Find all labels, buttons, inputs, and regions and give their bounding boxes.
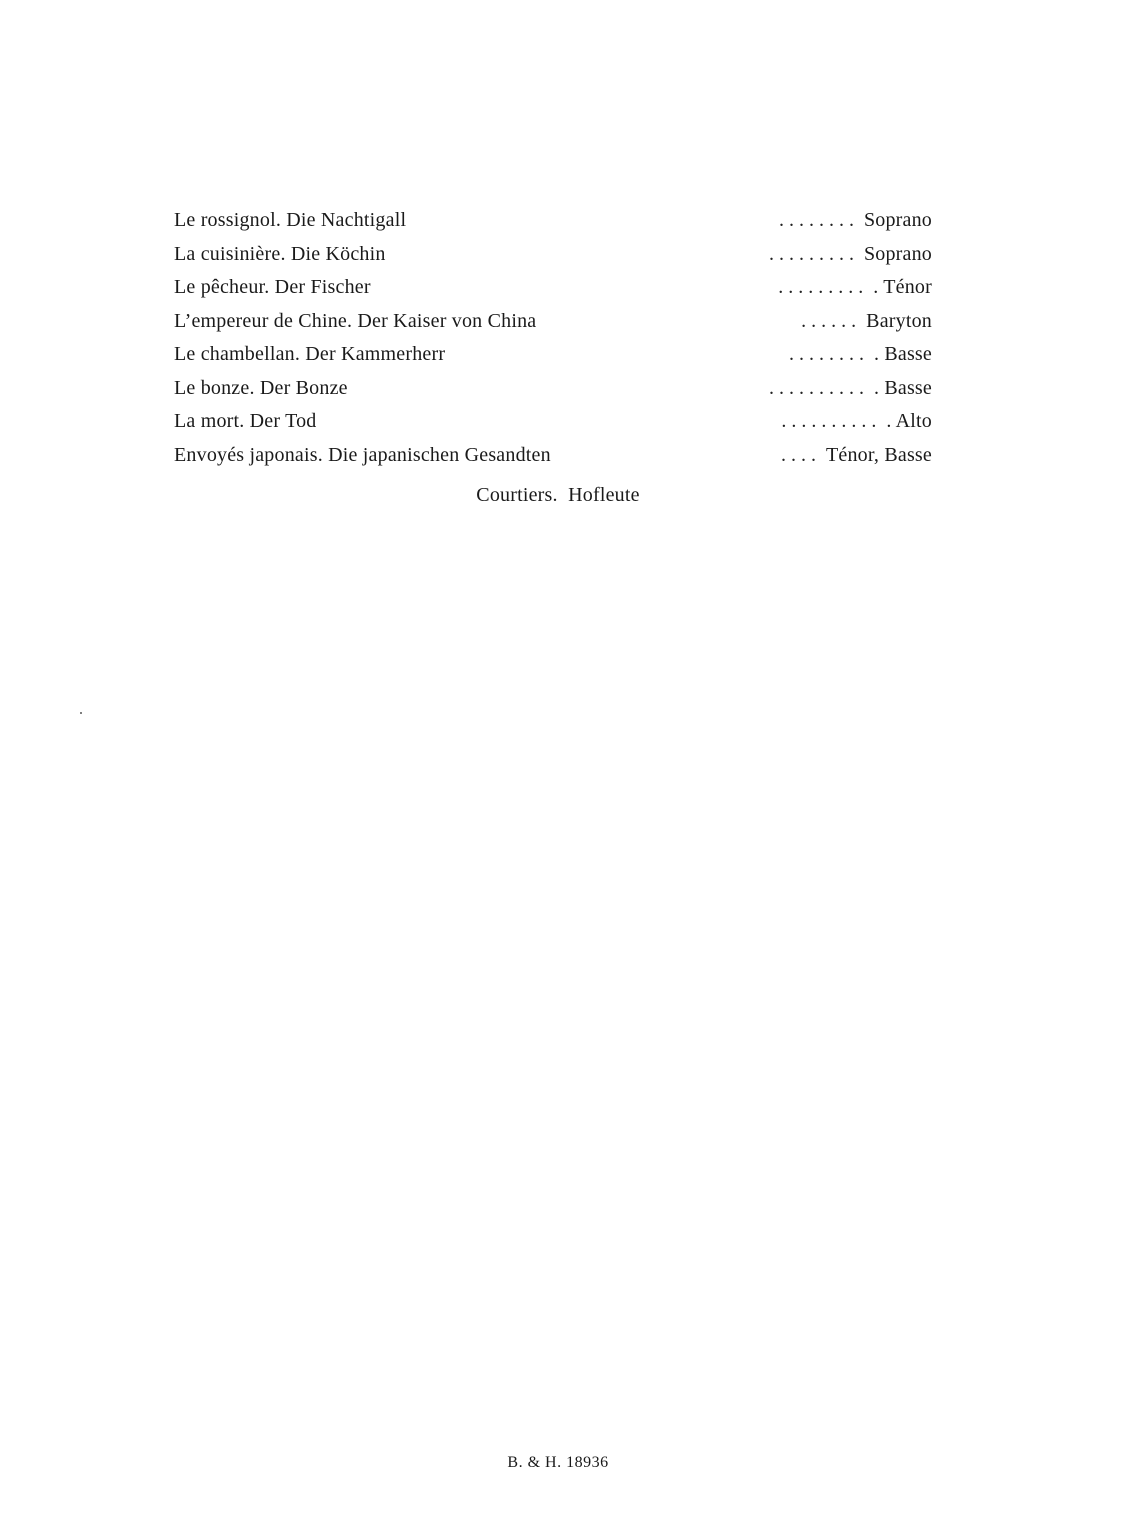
voice-type: . Ténor	[873, 276, 932, 299]
voice-type: Baryton	[866, 309, 932, 332]
role-name: Le rossignol. Die Nachtigall	[174, 209, 407, 232]
role-name: La mort. Der Tod	[174, 410, 317, 433]
cast-row-nightingale	[174, 204, 932, 238]
cast-row-chamberlain	[174, 338, 932, 372]
voice-type: Soprano	[863, 242, 932, 265]
role-name: Le pêcheur. Der Fischer	[174, 276, 371, 299]
plate-number-text: B. & H. 18936	[507, 1454, 609, 1471]
dot-leader: . . . . . . . .	[778, 209, 854, 232]
role-name: La cuisinière. Die Köchin	[174, 242, 386, 265]
role-name: Le bonze. Der Bonze	[174, 376, 348, 399]
dot-leader: . . . . . .	[801, 309, 857, 332]
role-name: L’empereur de Chine. Der Kaiser von China	[174, 309, 537, 332]
cast-row-cook	[174, 238, 932, 272]
dot-leader: . . . . . . . . .	[768, 242, 854, 265]
cast-row-death	[174, 405, 932, 439]
chorus-text: Courtiers. Hofleute	[476, 484, 640, 506]
voice-type: . Basse	[873, 343, 932, 366]
plate-number	[0, 1454, 1122, 1472]
voice-type: . Alto	[886, 410, 932, 433]
role-name: Le chambellan. Der Kammerherr	[174, 343, 446, 366]
cast-row-emperor	[174, 305, 932, 339]
cast-row-fisherman	[174, 271, 932, 305]
dot-leader: . . . . . . . . .	[778, 276, 864, 299]
cast-row-envoys	[174, 439, 932, 473]
voice-type: . Basse	[873, 376, 932, 399]
voice-type: Soprano	[863, 209, 932, 232]
dot-leader: . . . .	[780, 443, 816, 466]
cast-list	[174, 204, 932, 472]
role-name: Envoyés japonais. Die japanischen Gesandten	[174, 443, 551, 466]
dot-leader: . . . . . . . . . .	[781, 410, 877, 433]
scan-speck	[80, 712, 82, 714]
dot-leader: . . . . . . . . . .	[768, 376, 864, 399]
chorus-line	[0, 484, 1122, 507]
dot-leader: . . . . . . . .	[788, 343, 864, 366]
voice-type: Ténor, Basse	[825, 443, 932, 466]
cast-row-bonze	[174, 372, 932, 406]
